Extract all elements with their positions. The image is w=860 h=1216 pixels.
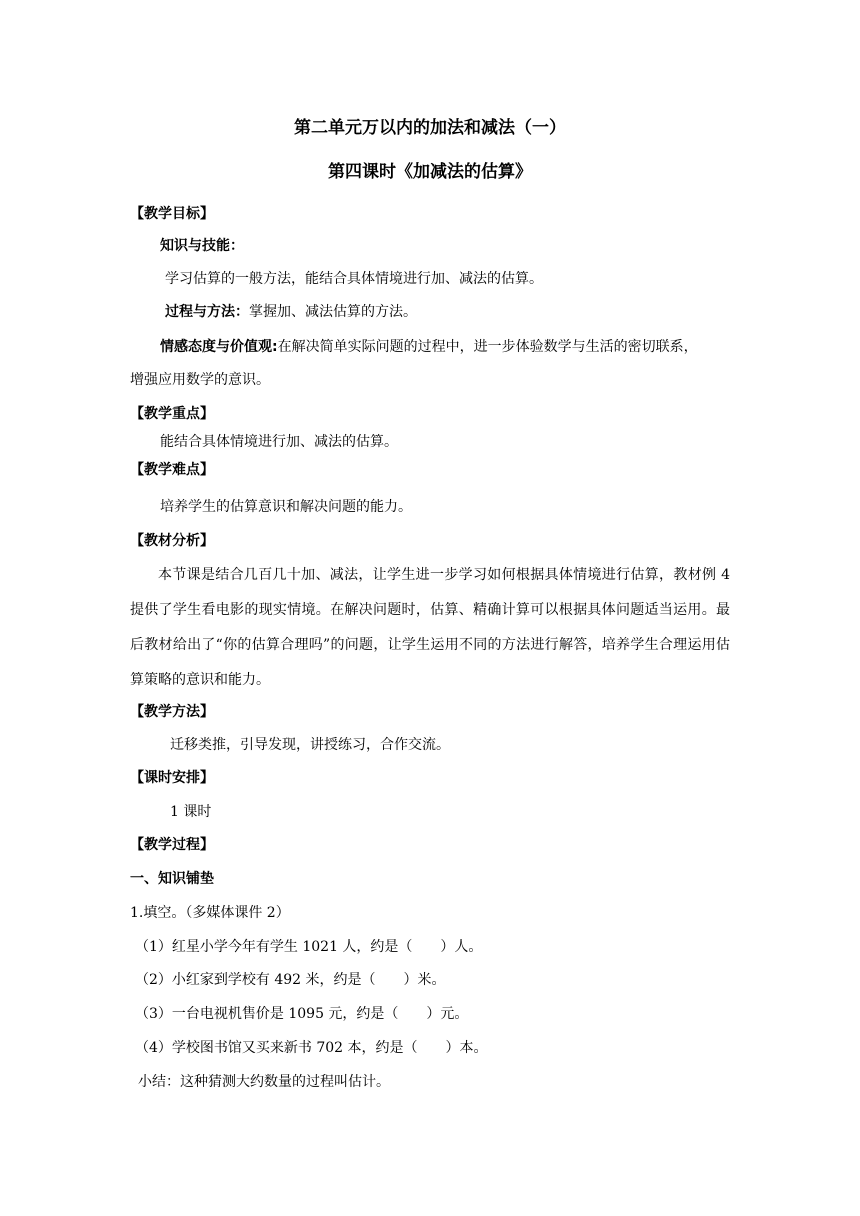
process-heading: 【教学过程】 bbox=[130, 837, 214, 853]
summary-text: 小结：这种猜测大约数量的过程叫估计。 bbox=[138, 1074, 390, 1090]
process-line bbox=[165, 302, 417, 322]
knowledge-label: 知识与技能： bbox=[160, 238, 244, 254]
goals-heading: 【教学目标】 bbox=[130, 206, 214, 222]
section-knowledge-foundation: 一、知识铺垫 bbox=[130, 871, 214, 887]
process-text: 掌握加、减法估算的方法。 bbox=[249, 304, 417, 320]
key-points-text: 能结合具体情境进行加、减法的估算。 bbox=[160, 434, 398, 450]
lesson-title: 第四课时《加减法的估算》 bbox=[328, 162, 532, 182]
analysis-heading: 【教材分析】 bbox=[130, 533, 214, 549]
key-points-heading: 【教学重点】 bbox=[130, 406, 214, 422]
question-1: （1）红星小学今年有学生 1021 人，约是（ ）人。 bbox=[135, 939, 483, 955]
methods-text: 迁移类推，引导发现，讲授练习，合作交流。 bbox=[170, 737, 450, 753]
unit-title: 第二单元万以内的加法和减法（一） bbox=[294, 118, 566, 138]
difficult-points-heading: 【教学难点】 bbox=[130, 462, 214, 478]
knowledge-text: 学习估算的一般方法，能结合具体情境进行加、减法的估算。 bbox=[165, 271, 543, 287]
emotion-text-continued: 增强应用数学的意识。 bbox=[130, 372, 270, 388]
schedule-text: 1 课时 bbox=[170, 804, 212, 820]
difficult-points-text: 培养学生的估算意识和解决问题的能力。 bbox=[160, 499, 412, 515]
analysis-text: 本节课是结合几百几十加、减法，让学生进一步学习如何根据具体情境进行估算，教材例 4 提供了学生看电影的现实情境。在解决问题时，估算、精确计算可以根据具体问题适当运用。最后教材给出了“你的估算合理吗”的问题，让学生运用不同的方法进行解答，培养学生合理运用估算策略的意识和能力。 bbox=[130, 567, 730, 688]
schedule-heading: 【课时安排】 bbox=[130, 770, 214, 786]
emotion-text: 在解决简单实际问题的过程中，进一步体验数学与生活的密切联系， bbox=[277, 339, 698, 355]
emotion-label: 情感态度与价值观: bbox=[160, 339, 278, 355]
item-fill-blanks: 1.填空。（多媒体课件 2） bbox=[130, 905, 290, 921]
process-label: 过程与方法： bbox=[165, 304, 249, 320]
question-2: （2）小红家到学校有 492 米，约是（ ）米。 bbox=[135, 972, 446, 988]
emotion-line bbox=[160, 337, 698, 357]
question-3: （3）一台电视机售价是 1095 元，约是（ ）元。 bbox=[135, 1006, 469, 1022]
question-4: （4）学校图书馆又买来新书 702 本，约是（ ）本。 bbox=[135, 1040, 488, 1056]
methods-heading: 【教学方法】 bbox=[130, 704, 214, 720]
